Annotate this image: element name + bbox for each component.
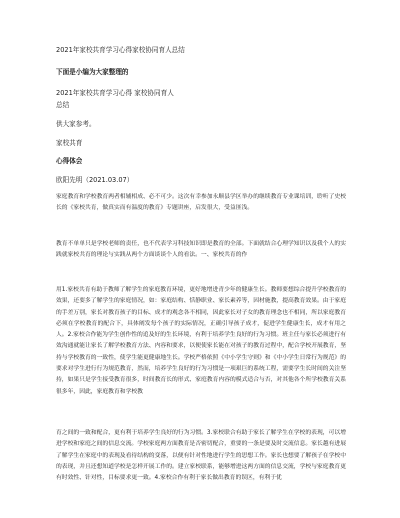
- heading-home-school: 家校共育: [56, 139, 83, 147]
- subtitle-continued: 总结: [56, 101, 70, 109]
- document-title: 2021年家校共育学习心得家校协同育人总结: [56, 46, 185, 54]
- author-date: 欧阳先明（2021.03.07）: [56, 176, 134, 184]
- intro-line: 下面是小编为大家整理的: [56, 68, 129, 76]
- paragraph-2: 教育不单单只是学校老师的责任，也不代表学习科技知识即是教育的全部。下面就结合心理学知识以及我个人的实践就家校共育的理论与实践从两个方面谈谈个人的看法。一、家校共育的作: [56, 241, 346, 259]
- paragraph-3: 用1.家校共育有助于教师了解学生的家庭教育环境，更好地增进青少年的健康生长。教师要想综合提升学校教育的效果，还要多了解学生的家庭情况，如：家庭结构、恬静职业、家长素养等，因材施教，提高教育效果。由于家庭的手差万别，家长对教育孩子的目标、成才的观念各不相同，因此家长对子女的教育理念也不相同，所以家庭教育必须在学校教育的配合下，具体阐发每个孩子的实际情况，正确引导孩子成才，促进学生健康生长，成才有用之人。2.家校合作能为学生创作性的追及好的生长环境，有利于培养学生良好的行为习惯。班主任与家长必须进行有效沟通就能让家长了解学校教育方法、内容和要求，以便使家长能在对孩子的教育过程中，配合学校开展教育，坚持与学校教育的一致性，使学生能更健康地生长。学校严格依照《中小学生守则》和《中小学生日常行为规范》的要求对学生进行行为规范教育，然而，培养学生良好的行为习惯是一项艰巨的系统工程，需要学生长时间的关注坚持，如果只是学生接受教育很多，时间教育长的形式、家庭教育内容的模式适合与否，对其他各个所学校教育关系很多年，因此，家庭教育和学校教: [56, 287, 346, 395]
- share-note: 供大家参考。: [56, 120, 96, 128]
- paragraph-1: 家庭教育和学校教育两者相辅相成、必不可少。这次有幸参加永顺县学区举办的继续教育专业课培训，聆听了史校长的《家校共育，做真实而有温度的教育》专题讲座，启发很大，受益匪浅。: [56, 194, 346, 212]
- subtitle: 2021年家校共育学习心得 家校协同育人: [56, 89, 174, 97]
- paragraph-4: 育之间的一致和配合，更有利于培养学生良好的行为习惯。3.家校联合有助于家长了解学生在学校的表现，可以增进学校和家庭之间的信息交流。学校家庭两方面教育是否密切配合，重要的一条是要及时交流信息。家长越有进展了解学生在家庭中的表现及看待结构的变落，以便有针对性地进行学生的思想工作。家长也想要了解孩子在学校中的表现，并且还想知道学校是怎样开展工作的。建立家校联系，能够增进这两方面的信息交流，学校与家庭教育更有时效性、针对性，目标要求更一致。4.家校合作有利于家长做出教育的误区，有利于优: [56, 430, 346, 482]
- heading-reflection: 心得体会: [56, 157, 83, 165]
